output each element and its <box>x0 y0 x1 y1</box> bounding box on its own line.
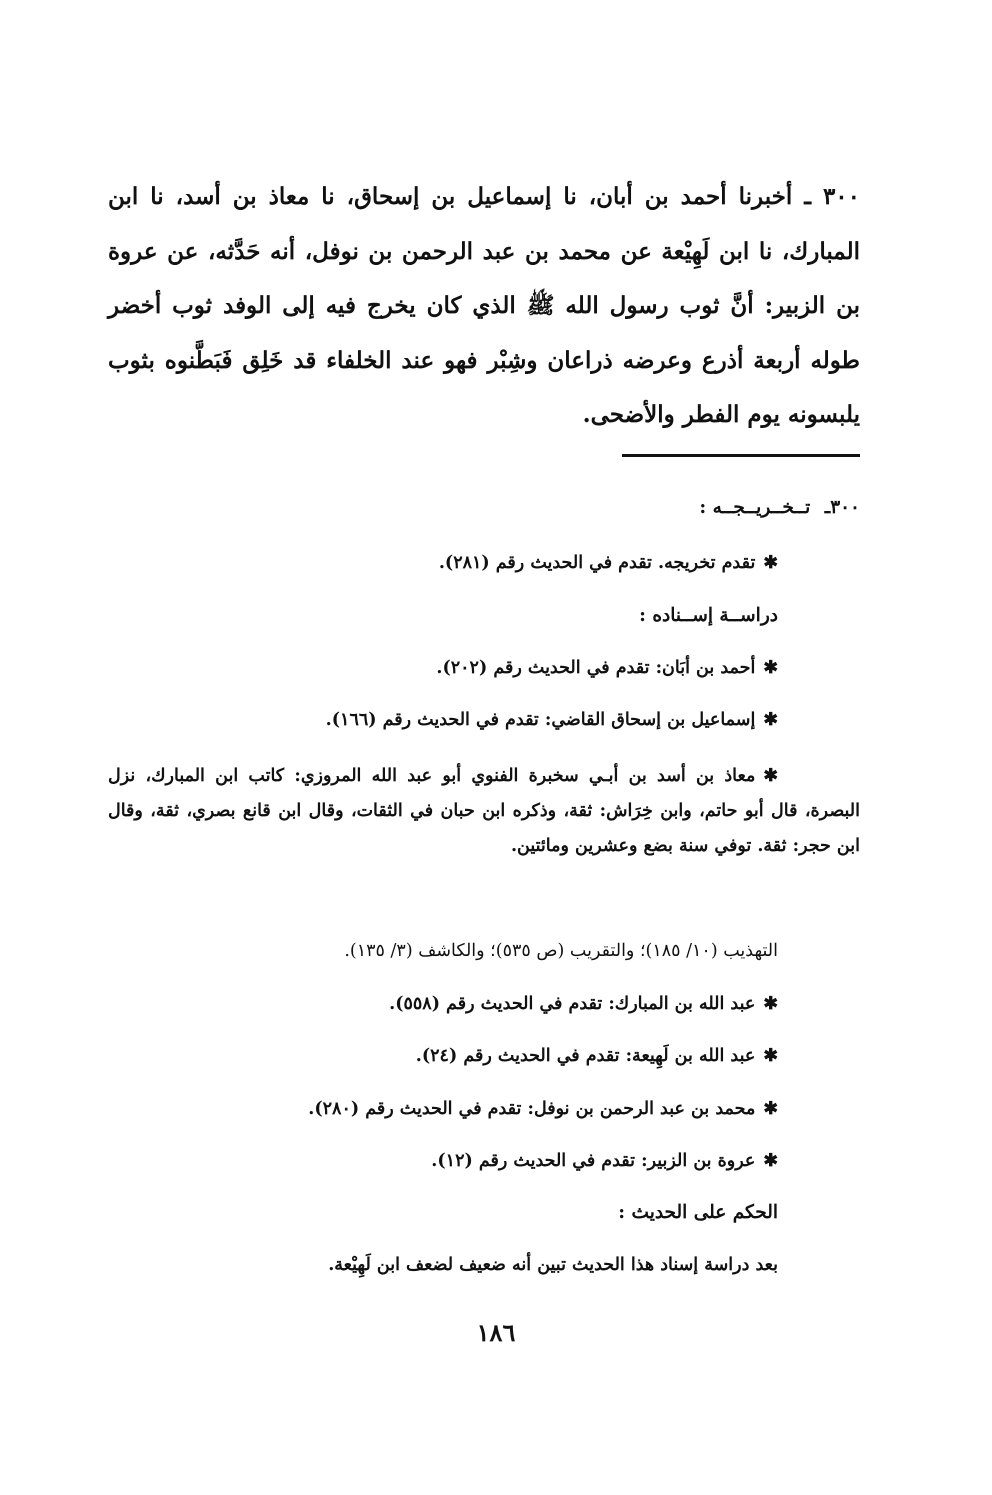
narrator-item <box>108 707 860 733</box>
takhrij-heading: تــخــريــجــه : <box>699 497 811 518</box>
page-number: ١٨٦ <box>476 1318 516 1347</box>
bullet-star-icon: ✱ <box>763 710 778 730</box>
bullet-star-icon: ✱ <box>763 1046 778 1066</box>
narrator-text: أحمد بن أبَان: تقدم في الحديث رقم (٢٠٢). <box>436 658 756 678</box>
hukm-heading: الحكم على الحديث : <box>618 1202 778 1223</box>
narrator-text: محمد بن عبد الرحمن بن نوفل: تقدم في الحديث رقم (٢٨٠). <box>308 1099 756 1119</box>
narrator-item <box>108 655 860 681</box>
hadith-body: أخبرنا أحمد بن أبان، نا إسماعيل بن إسحاق، نا معاذ بن أسد، نا ابن المبارك، نا ابن لَهِيْعة عن محمد بن عبد الرحمن بن نوفل، أنه حَدَّثه، عن عروة بن الزبير: أنَّ ثوب رسول الله ﷺ الذي كان يخرج فيه إلى الوفد ثوب أخضر طوله أربعة أذرع وعرضه ذراعان وشِبْر فهو عند الخلفاء قد خَلِق فَبَطَّنوه بثوب يلبسونه يوم الفطر والأضحى. <box>108 183 860 428</box>
bullet-star-icon: ✱ <box>763 994 778 1014</box>
isnad-heading: دراســة إســناده : <box>639 605 778 626</box>
hadith-text-block <box>108 170 860 443</box>
narrator-item-long <box>108 759 860 864</box>
takhrij-item <box>108 550 860 576</box>
footnote-divider <box>622 454 860 457</box>
narrator-text: عروة بن الزبير: تقدم في الحديث رقم (١٢). <box>431 1151 756 1171</box>
narrator-text: إسماعيل بن إسحاق القاضي: تقدم في الحديث رقم (١٦٦). <box>325 710 756 730</box>
hadith-number: ٣٠٠ ـ <box>804 183 861 210</box>
narrator-item <box>108 991 860 1017</box>
narrator-item <box>108 1148 860 1174</box>
note-number: ٣٠٠ـ <box>824 497 860 518</box>
narrator-text: عبد الله بن لَهِيعة: تقدم في الحديث رقم (٢٤). <box>415 1046 756 1066</box>
narrator-text: معاذ بن أسد بن أبـي سخبرة الفنوي أبو عبد الله المروزي: كاتب ابن المبارك، نزل البصرة، قال أبو حاتم، وابن خِرَاش: ثقة، وذكره ابن حبان في الثقات، وقال ابن قانع بصري، ثقة، وقال ابن حجر: ثقة. توفي سنة بضع وعشرين ومائتين. <box>108 766 860 856</box>
bullet-star-icon: ✱ <box>763 658 778 678</box>
narrator-text: عبد الله بن المبارك: تقدم في الحديث رقم (٥٥٨). <box>389 994 756 1014</box>
takhrij-text: تقدم تخريجه. تقدم في الحديث رقم (٢٨١). <box>438 553 756 573</box>
narrator-item <box>108 1096 860 1122</box>
bullet-star-icon: ✱ <box>763 1151 778 1171</box>
muadh-sources: التهذيب (١٠/ ١٨٥)؛ والتقريب (ص ٥٣٥)؛ والكاشف (٣/ ١٣٥). <box>344 941 778 961</box>
hadith-paragraph <box>108 170 860 443</box>
bullet-star-icon: ✱ <box>763 766 778 786</box>
bullet-star-icon: ✱ <box>763 553 778 573</box>
takhrij-heading-line <box>108 495 860 521</box>
hukm-text: بعد دراسة إسناد هذا الحديث تبين أنه ضعيف لضعف ابن لَهِيْعة. <box>328 1255 778 1275</box>
bullet-star-icon: ✱ <box>763 1099 778 1119</box>
narrator-item <box>108 1043 860 1069</box>
